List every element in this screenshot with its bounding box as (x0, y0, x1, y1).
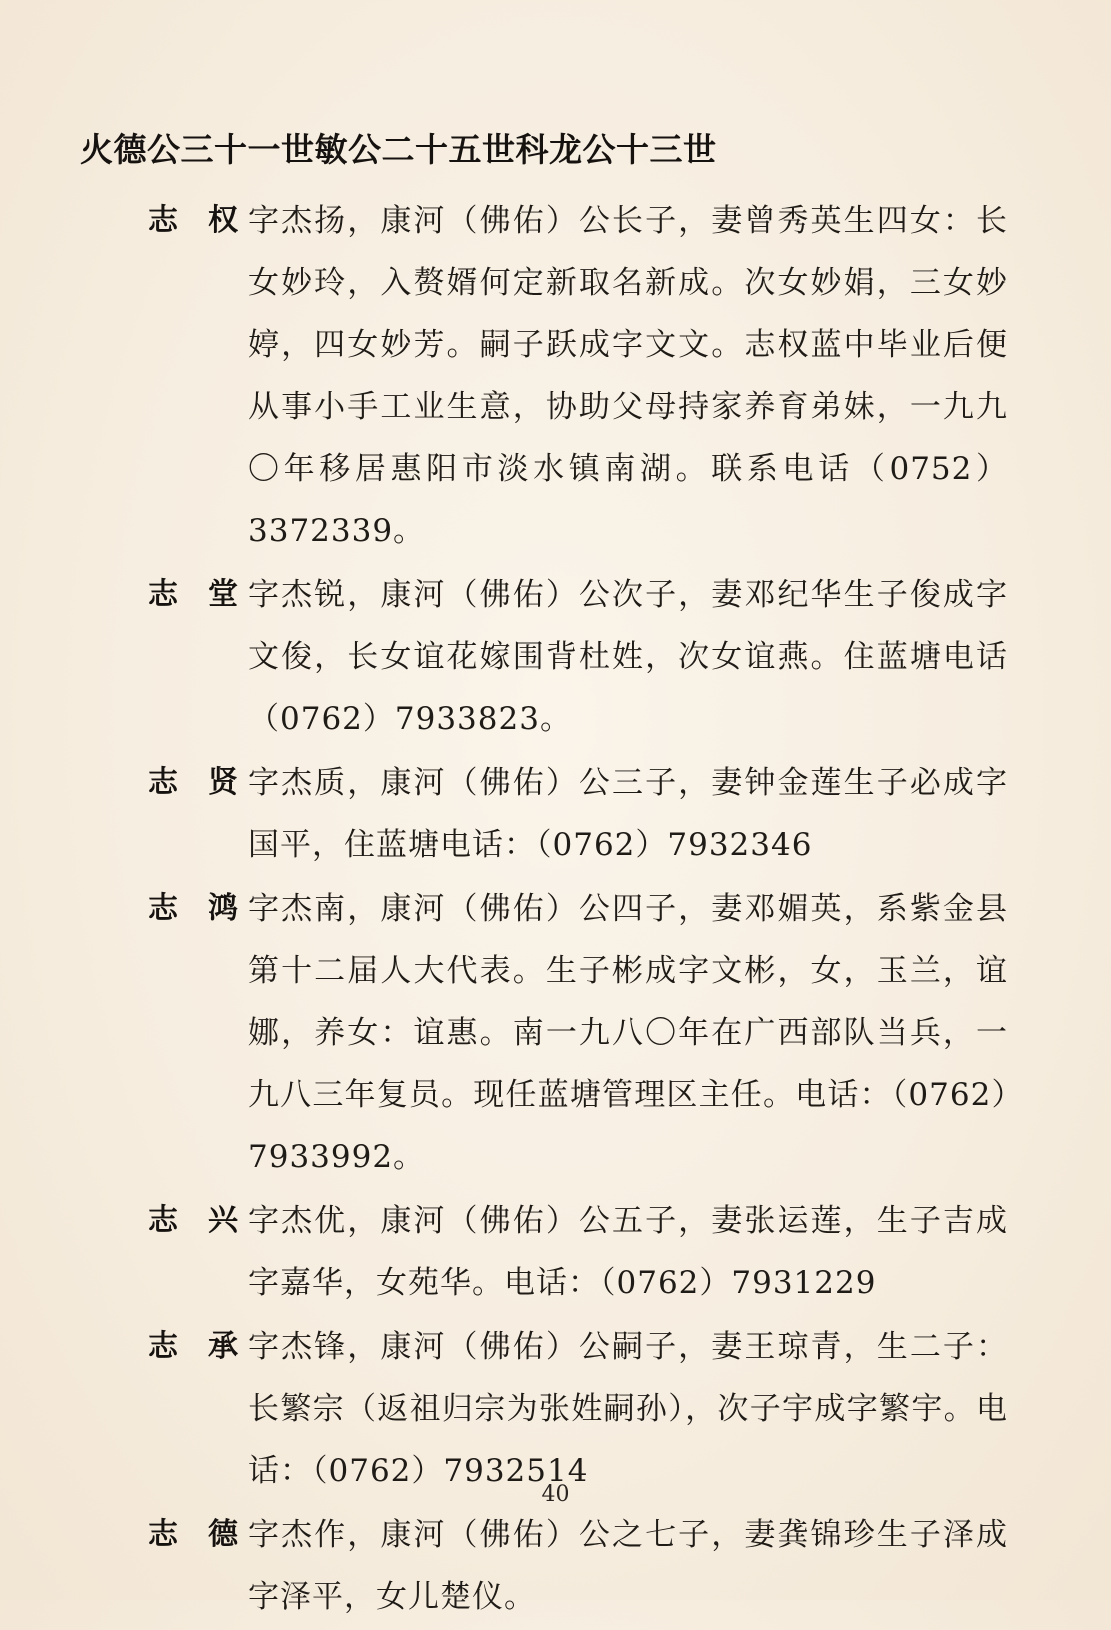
genealogy-entry (148, 1316, 1018, 1502)
entry-text: 字杰锐，康河（佛佑）公次子，妻邓纪华生子俊成字文俊，长女谊花嫁围背杜姓，次女谊燕。住蓝塘电话（0762）7933823。 (248, 577, 1008, 737)
page-number: 40 (541, 1482, 570, 1507)
section-heading: 火德公三十一世敏公二十五世科龙公十三世 (80, 130, 717, 169)
entry-name: 志权 (148, 203, 268, 238)
entry-name: 志贤 (148, 765, 268, 800)
entry-text: 字杰南，康河（佛佑）公四子，妻邓媚英，系紫金县第十二届人大代表。生子彬成字文彬，女，玉兰，谊娜，养女：谊惠。南一九八〇年在广西部队当兵，一九八三年复员。现任蓝塘管理区主任。电话：（0762）7933992。 (248, 891, 1008, 1175)
entry-name: 志鸿 (148, 891, 268, 926)
entry-text: 字杰锋，康河（佛佑）公嗣子，妻王琼青，生二子：长繁宗（返祖归宗为张姓嗣孙），次子宇成字繁宇。电话：（0762）7932514 (248, 1329, 1008, 1489)
genealogy-entry (148, 752, 1018, 876)
genealogy-entry (148, 1190, 1018, 1314)
genealogy-entry (148, 1504, 1018, 1628)
genealogy-entry (148, 564, 1018, 750)
entry-text: 字杰质，康河（佛佑）公三子，妻钟金莲生子必成字国平，住蓝塘电话：（0762）7932346 (248, 765, 1008, 863)
genealogy-entry (148, 878, 1018, 1188)
entry-name: 志承 (148, 1329, 268, 1364)
entry-name: 志兴 (148, 1203, 268, 1238)
genealogy-entries (148, 190, 1018, 1630)
genealogy-entry (148, 190, 1018, 562)
entry-text: 字杰扬，康河（佛佑）公长子，妻曾秀英生四女：长女妙玲，入赘婿何定新取名新成。次女妙娟，三女妙婷，四女妙芳。嗣子跃成字文文。志权蓝中毕业后便从事小手工业生意，协助父母持家养育弟妹，一九九〇年移居惠阳市淡水镇南湖。联系电话（0752）3372339。 (248, 203, 1008, 549)
entry-name: 志德 (148, 1517, 268, 1552)
entry-text: 字杰优，康河（佛佑）公五子，妻张运莲，生子吉成字嘉华，女苑华。电话：（0762）7931229 (248, 1203, 1008, 1301)
entry-name: 志堂 (148, 577, 268, 612)
entry-text: 字杰作，康河（佛佑）公之七子，妻龚锦珍生子泽成字泽平，女儿楚仪。 (248, 1517, 1008, 1615)
